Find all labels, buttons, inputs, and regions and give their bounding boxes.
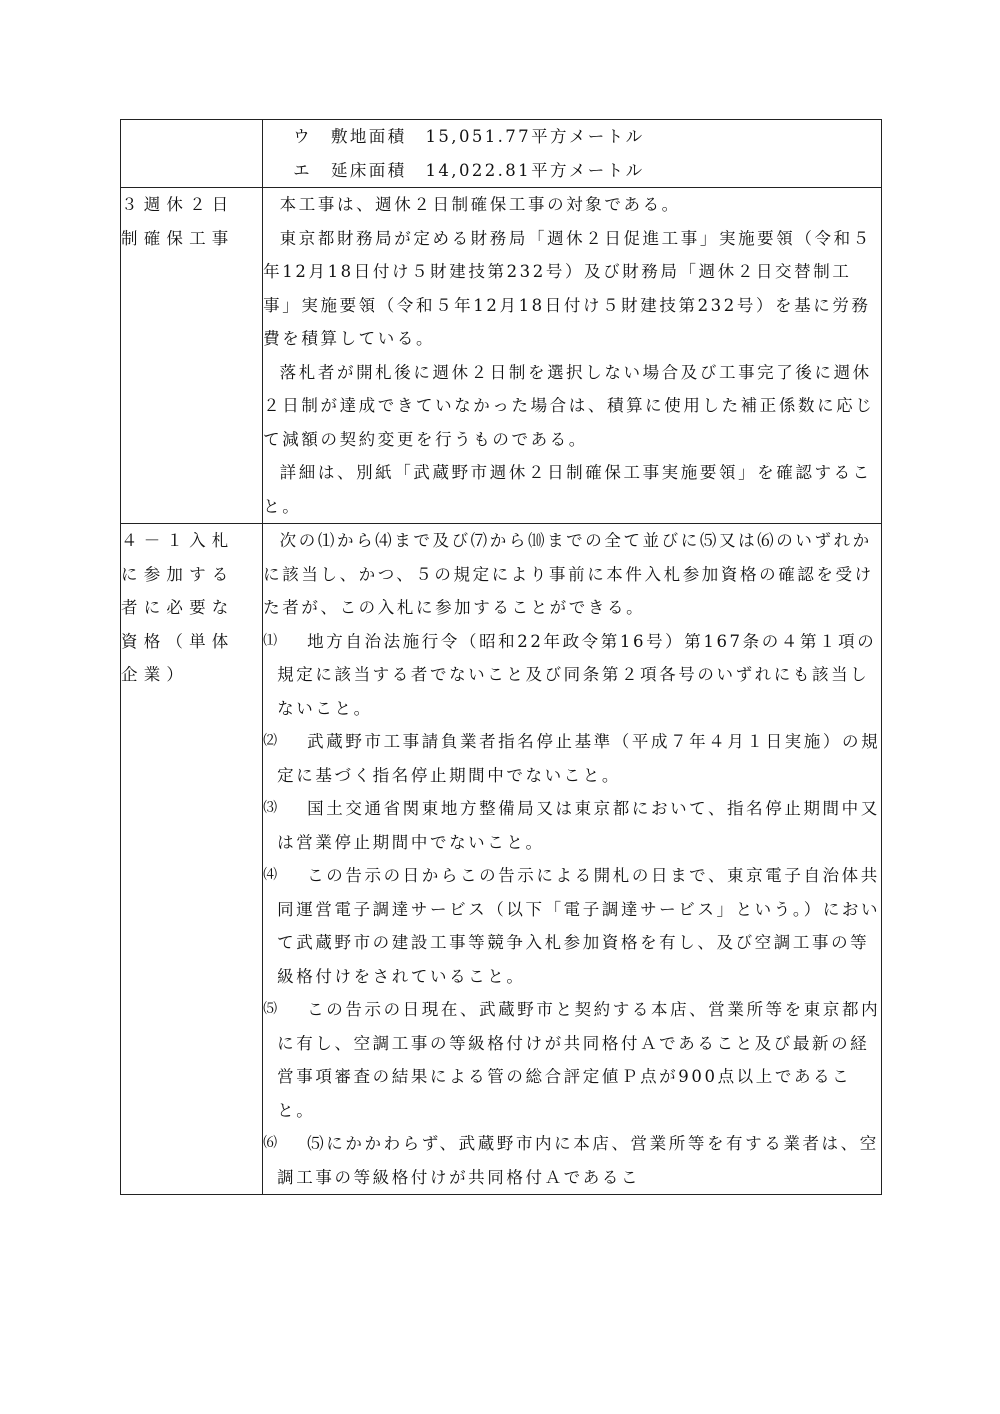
content-cell-two-day-holiday [263, 188, 882, 524]
item-number: ⑶ [263, 800, 278, 816]
row-label-line: 企業） [121, 665, 190, 684]
item-number: ⑴ [263, 632, 278, 649]
list-item [263, 792, 881, 859]
row-label-line: に参加する [121, 564, 235, 584]
row-label-line: ３週休２日 [121, 195, 235, 214]
item-number: ⑹ [263, 1135, 278, 1151]
row-qualifications [121, 524, 882, 1195]
item-text: 国土交通省関東地方整備局又は東京都において、指名停止期間中又は営業停止期間中でないこと。 [277, 799, 880, 852]
area-cell [263, 120, 882, 188]
row-label-line: 制確保工事 [121, 228, 235, 248]
area-line-floor: エ 延床面積 14,022.81平方メートル [293, 160, 645, 180]
content-cell-qualifications [263, 524, 882, 1195]
item-text: この告示の日現在、武蔵野市と契約する本店、営業所等を東京都内に有し、空調工事の等級格付けが共同格付Ａであること及び最新の経営事項審査の結果による管の総合評定値Ｐ点が900点以上であること。 [277, 1000, 881, 1120]
empty-label-cell [121, 120, 263, 188]
item-text: ⑸にかかわらず、武蔵野市内に本店、営業所等を有する業者は、空調工事の等級格付けが共同格付Ａであるこ [277, 1134, 879, 1187]
list-item [263, 859, 881, 993]
list-item [263, 1127, 881, 1194]
item-number: ⑷ [263, 867, 278, 883]
label-cell-qualifications [121, 524, 263, 1195]
row-label-line: ４－１入札 [121, 531, 235, 550]
label-cell-two-day-holiday [121, 188, 263, 524]
paragraph: 詳細は、別紙「武蔵野市週休２日制確保工事実施要領」を確認すること。 [263, 463, 872, 516]
list-item [263, 725, 881, 792]
item-number: ⑵ [263, 733, 278, 749]
item-number: ⑸ [263, 1001, 278, 1017]
row-site-area [121, 120, 882, 188]
item-text: 武蔵野市工事請負業者指名停止基準（平成７年４月１日実施）の規定に基づく指名停止期間中でないこと。 [277, 732, 881, 785]
item-text: この告示の日からこの告示による開札の日まで、東京電子自治体共同運営電子調達サービス（以下「電子調達サービス」という。）において武蔵野市の建設工事等競争入札参加資格を有し、及び空調工事の等級格付けをされていること。 [277, 866, 881, 986]
list-item [263, 625, 881, 726]
paragraph: 東京都財務局が定める財務局「週休２日促進工事」実施要領（令和５年12月18日付け５財建技第232号）及び財務局「週休２日交替制工事」実施要領（令和５年12月18日付け５財建技第232号）を基に労務費を積算している。 [263, 228, 872, 348]
paragraph: 落札者が開札後に週休２日制を選択しない場合及び工事完了後に週休２日制が達成できていなかった場合は、積算に使用した補正係数に応じて減額の契約変更を行うものである。 [263, 362, 875, 449]
list-item [263, 993, 881, 1127]
document-table [120, 119, 882, 1195]
area-line-site: ウ 敷地面積 15,051.77平方メートル [293, 127, 645, 146]
paragraph: 本工事は、週休２日制確保工事の対象である。 [279, 195, 681, 214]
intro-paragraph: 次の⑴から⑷まで及び⑺から⑽までの全て並びに⑸又は⑹のいずれかに該当し、かつ、５の規定により事前に本件入札参加資格の確認を受けた者が、この入札に参加することができる。 [263, 531, 874, 617]
row-two-day-holiday [121, 188, 882, 524]
row-label-line: 資格（単体 [121, 631, 235, 651]
item-text: 地方自治法施行令（昭和22年政令第16号）第167条の４第１項の規定に該当する者でないこと及び同条第２項各号のいずれにも該当しないこと。 [277, 631, 877, 718]
row-label-line: 者に必要な [121, 598, 235, 617]
